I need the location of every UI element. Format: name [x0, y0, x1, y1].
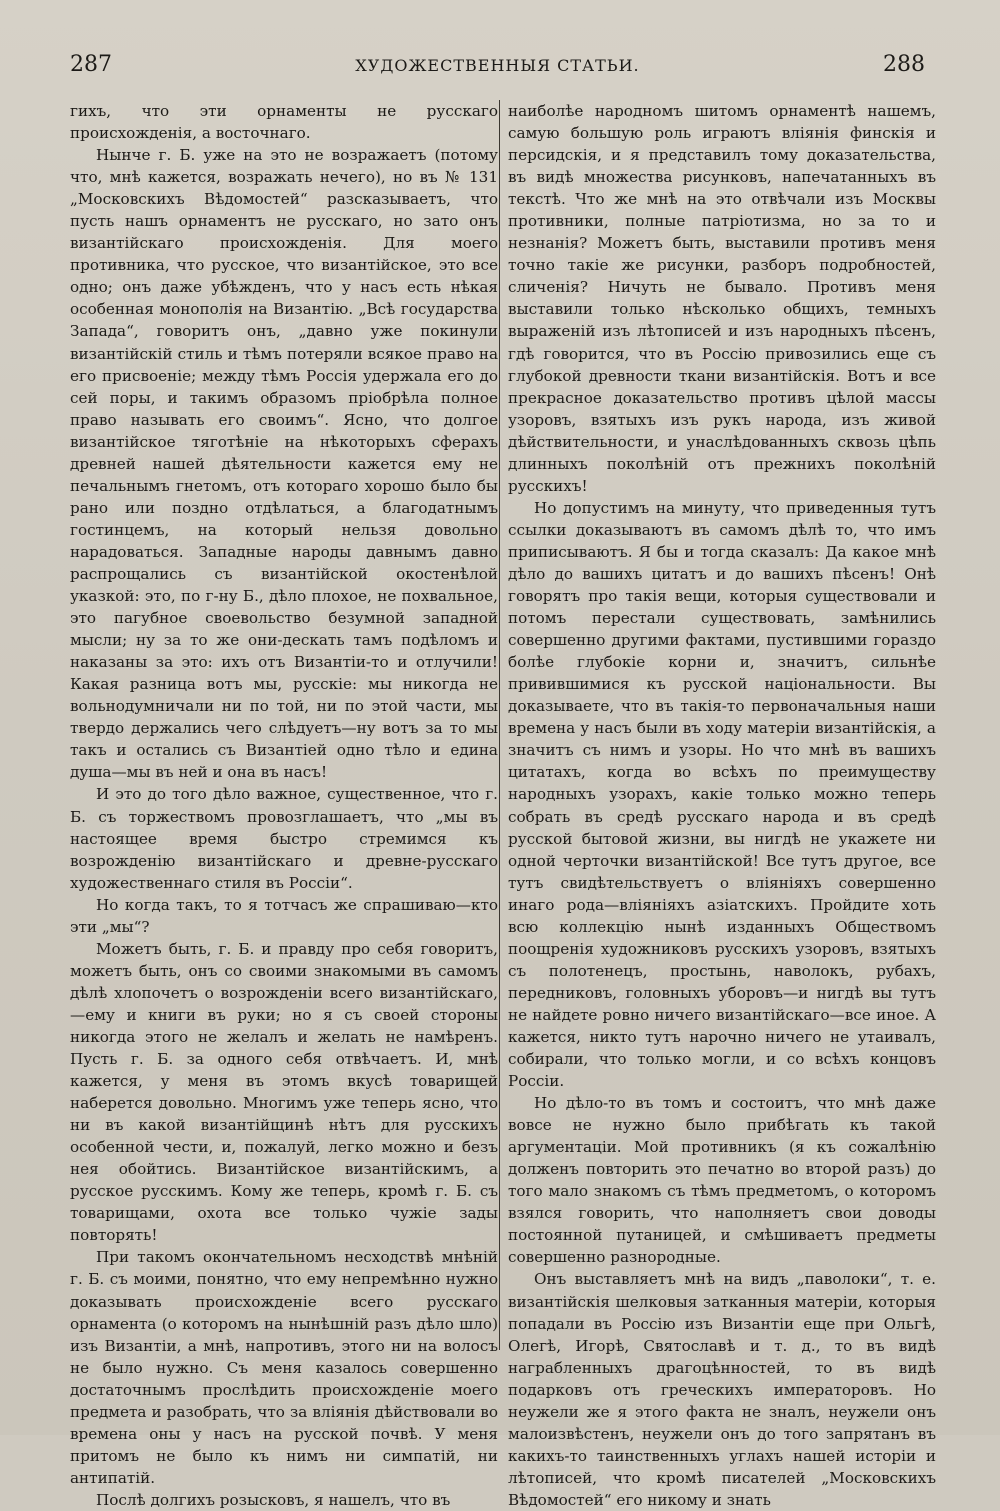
right-page-number: 288 — [883, 52, 925, 77]
right-column — [508, 100, 936, 1511]
paragraph: При такомъ окончательномъ несходствѣ мнѣній г. Б. съ моими, понятно, что ему непремѣнно нужно доказывать происхожденіе всего русскаго орнамента (о которомъ на нынѣшній разъ дѣло шло) изъ Византіи, а мнѣ, напротивъ, этого ни на волосъ не было нужно. Съ меня казалось совершенно достаточнымъ прослѣдить происхожденіе моего предмета и разобрать, что за вліянія дѣйствовали во времена оны у насъ на русской почвѣ. У меня притомъ не было къ нимъ ни симпатій, ни антипатій. — [70, 1248, 498, 1487]
page-header — [70, 52, 925, 86]
paragraph: И это до того дѣло важное, существенное, что г. Б. съ торжествомъ провозглашаетъ, что „мы въ настоящее время быстро стремимся къ возрожденію византійскаго и древне-русскаго художественнаго стиля въ Россіи“. — [70, 785, 498, 892]
paragraph: Онъ выставляетъ мнѣ на видъ „паволоки“, т. е. византійскія шелковыя затканныя матеріи, которыя попадали въ Россію изъ Византіи еще при Ольгѣ, Олегѣ, Игорѣ, Святославѣ и т. д., то въ видѣ награбленныхъ драгоцѣнностей, то въ видѣ подарковъ отъ греческихъ императоровъ. Но неужели же я этого факта не зналъ, неужели онъ малоизвѣстенъ, неужели онъ до того запрятанъ въ какихъ-то таинственныхъ углахъ нашей исторіи и лѣтописей, что кромѣ писателей „Московскихъ Вѣдомостей“ его никому и знать — [508, 1270, 936, 1509]
left-column — [70, 100, 498, 1511]
paragraph: Но дѣло-то въ томъ и состоитъ, что мнѣ даже вовсе не нужно было прибѣгать къ такой аргументаціи. Мой противникъ (я къ сожалѣнію долженъ повторить это печатно во второй разъ) до того мало знакомъ съ тѣмъ предметомъ, о которомъ взялся говорить, что наполняетъ свои доводы постоянной путаницей, и смѣшиваетъ предметы совершенно разнородные. — [508, 1094, 936, 1267]
paragraph: Послѣ долгихъ розысковъ, я нашелъ, что въ — [96, 1490, 451, 1509]
paragraph: Но когда такъ, то я тотчасъ же спрашиваю—кто эти „мы“? — [70, 895, 498, 936]
running-title: ХУДОЖЕСТВЕННЫЯ СТАТЬИ. — [355, 56, 640, 75]
paragraph: гихъ, что эти орнаменты не русскаго происхожденія, а восточнаго. — [70, 102, 498, 143]
paragraph: Но допустимъ на минуту, что приведенныя тутъ ссылки доказываютъ въ самомъ дѣлѣ то, что имъ приписываютъ. Я бы и тогда сказалъ: Да какое мнѣ дѣло до вашихъ цитатъ и до вашихъ пѣсенъ! Онѣ говорятъ про такія вещи, которыя существовали и потомъ перестали существовать, замѣнились совершенно другими фактами, пустившими гораздо болѣе глубокіе корни и, значитъ, сильнѣе привившимися къ русской національности. Вы доказываете, что въ такія-то первоначальныя наши времена у насъ были въ ходу матеріи византійскія, а значитъ съ нимъ и узоры. Но что мнѣ въ вашихъ цитатахъ, когда во всѣхъ по преимуществу народныхъ узорахъ, какіе только можно теперь собрать въ средѣ русскаго народа и въ средѣ русской бытовой жизни, вы нигдѣ не укажете ни одной черточки византійской! Все тутъ другое, все тутъ свидѣтельствуетъ о вліяніяхъ совершенно инаго рода—вліяніяхъ азіатскихъ. Пройдите хоть всю коллекцію нынѣ изданныхъ Обществомъ поощренія художниковъ русскихъ узоровъ, взятыхъ съ полотенецъ, простынь, наволокъ, рубахъ, передниковъ, головныхъ уборовъ—и нигдѣ вы тутъ не найдете ровно ничего византійскаго—все иное. А кажется, никто тутъ нарочно ничего не утаивалъ, собирали, что только могли, и со всѣхъ концовъ Россіи. — [508, 498, 936, 1091]
paragraph: наиболѣе народномъ шитомъ орнаментѣ нашемъ, самую большую роль играютъ вліянія финскія и персидскія, и я представилъ тому доказательства, въ видѣ множества рисунковъ, напечатанныхъ въ текстѣ. Что же мнѣ на это отвѣчали изъ Москвы противники, полные патріотизма, но за то и незнанія? Можетъ быть, выставили противъ меня точно такіе же рисунки, разборъ подробностей, сличенія? Ничуть не бывало. Противъ меня выставили только нѣсколько общихъ, темныхъ выраженій изъ лѣтописей и изъ народныхъ пѣсенъ, гдѣ говорится, что въ Россію привозились еще съ глубокой древности ткани византійскія. Вотъ и все прекрасное доказательство противъ цѣлой массы узоровъ, взятыхъ изъ рукъ народа, изъ живой дѣйствительности, и унаслѣдованныхъ сквозь цѣпь длинныхъ поколѣній отъ прежнихъ поколѣній русскихъ! — [508, 102, 936, 495]
paragraph: Можетъ быть, г. Б. и правду про себя говоритъ, можетъ быть, онъ со своими знакомыми въ самомъ дѣлѣ хлопочетъ о возрожденіи всего византійскаго,—ему и книги въ руки; но я съ своей стороны никогда этого не желалъ и желать не намѣренъ. Пусть г. Б. за одного себя отвѣчаетъ. И, мнѣ кажется, у меня въ этомъ вкусѣ товарищей наберется довольно. Многимъ уже теперь ясно, что ни въ какой византійщинѣ нѣтъ для русскихъ особенной чести, и, пожалуй, легко можно и безъ нея обойтись. Византійское византійскимъ, а русское русскимъ. Кому же теперь, кромѣ г. Б. съ товарищами, охота все только чужіе зады повторять! — [70, 939, 498, 1245]
paragraph: Нынче г. Б. уже на это не возражаетъ (потому что, мнѣ кажется, возражать нечего), но въ № 131 „Московскихъ Вѣдомостей“ разсказываетъ, что пусть нашъ орнаментъ не русскаго, но зато онъ византійскаго происхожденія. Для моего противника, что русское, что византійское, это все одно; онъ даже убѣжденъ, что у насъ есть нѣкая особенная монополія на Византію. „Всѣ государства Запада“, говоритъ онъ, „давно уже покинули византійскій стиль и тѣмъ потеряли всякое право на его присвоеніе; между тѣмъ Россія удержала его до сей поры, и такимъ образомъ пріобрѣла полное право называть его своимъ“. Ясно, что долгое византійское тяготѣніе на нѣкоторыхъ сферахъ древней нашей дѣятельности кажется ему не печальнымъ гнетомъ, отъ котораго хорошо было бы рано или поздно отдѣлаться, а благодатнымъ гостинцемъ, на который нельзя довольно нарадоваться. Западные народы давнымъ давно распрощались съ византійской окостенѣлой указкой: это, по г-ну Б., дѣло плохое, не похвальное, это пагубное своевольство безумной западной мысли; ну за то же они-дескать тамъ подѣломъ и наказаны за это: ихъ отъ Византіи-то и отлучили! Какая разница вотъ мы, русскіе: мы никогда не вольнодумничали ни по той, ни по этой части, мы твердо держались чего слѣдуетъ—ну вотъ за то мы такъ и остались съ Византіей одно тѣло и едина душа—мы въ ней и она въ насъ! — [70, 146, 498, 782]
column-divider — [499, 100, 500, 1350]
left-page-number: 287 — [70, 52, 112, 77]
